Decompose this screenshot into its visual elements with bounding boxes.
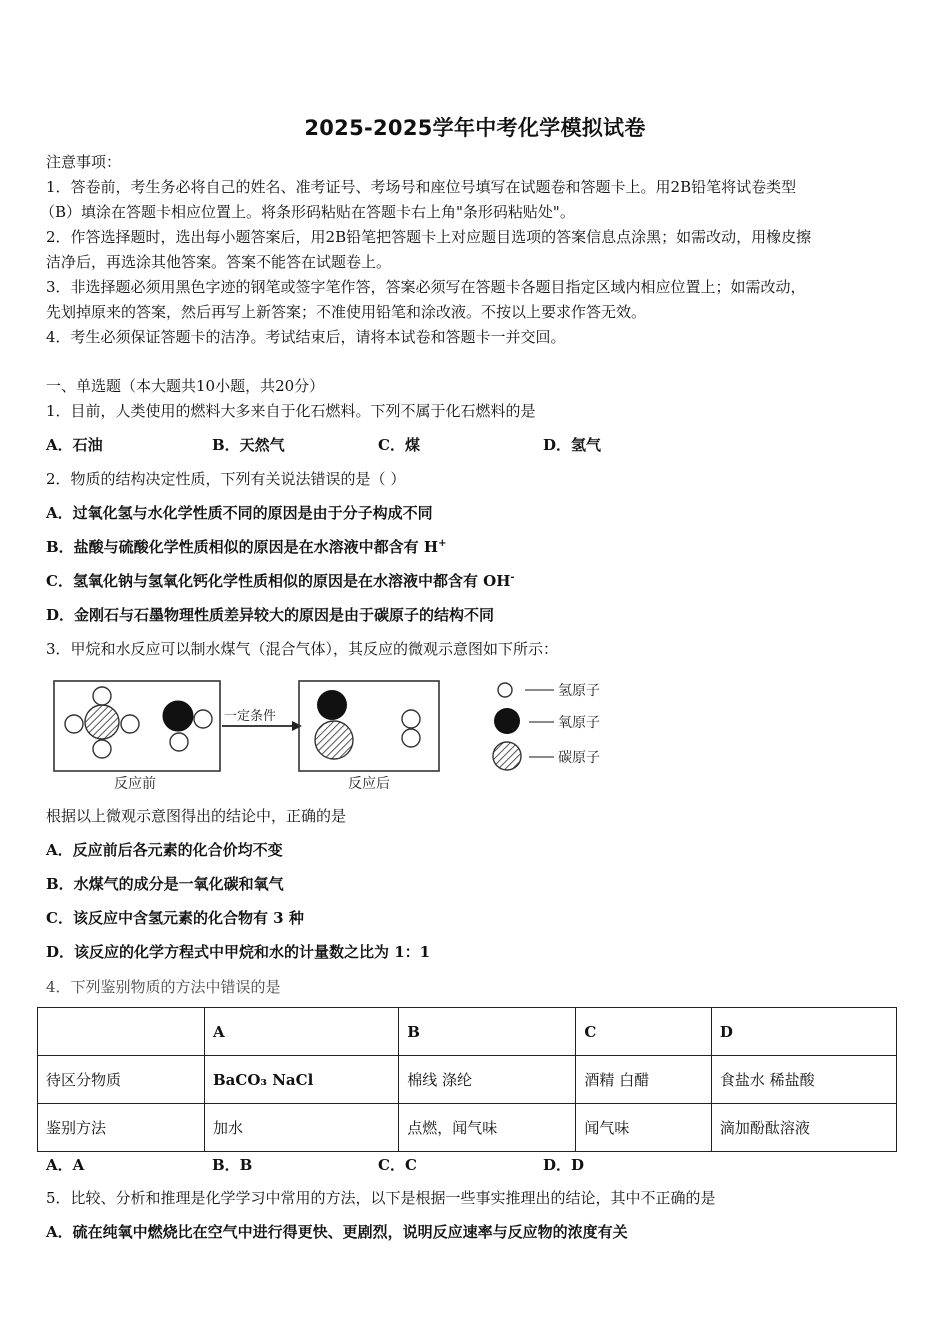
table-row: [38, 1056, 897, 1104]
row-label: 鉴别方法: [38, 1104, 205, 1152]
notice-heading: 注意事项：: [46, 153, 122, 171]
question-3-stem: 3．甲烷和水反应可以制水煤气（混合气体），其反应的微观示意图如下所示：: [46, 640, 559, 658]
legend-oxygen: 氧原子: [558, 715, 600, 731]
table-header: C: [576, 1008, 711, 1056]
condition-label: 一定条件: [224, 709, 277, 724]
q4-option-a[interactable]: A．A: [46, 1156, 85, 1174]
q4-option-b[interactable]: B．B: [212, 1156, 253, 1174]
hydrogen-molecule: [402, 710, 420, 747]
table-header: D: [711, 1008, 896, 1056]
q3-option-c[interactable]: C．该反应中含氢元素的化合物有 3 种: [46, 909, 304, 927]
notice-line: 洁净后，再选涂其他答案。答案不能答在试题卷上。: [46, 253, 392, 271]
q2-option-b-text: B．盐酸与硫酸化学性质相似的原因是在水溶液中都含有 H: [46, 538, 439, 556]
row-label: 待区分物质: [38, 1056, 205, 1104]
table-row: [38, 1008, 897, 1056]
hydrogen-atom-icon: [498, 683, 512, 697]
table-cell: [38, 1008, 205, 1056]
question-5-stem: 5．比较、分析和推理是化学学习中常用的方法，以下是根据一些事实推理出的结论，其中不正确的是: [46, 1189, 716, 1207]
question-2-stem: 2．物质的结构决定性质，下列有关说法错误的是（ ）: [46, 470, 406, 488]
q5-option-a[interactable]: A．硫在纯氧中燃烧比在空气中进行得更快、更剧烈，说明反应速率与反应物的浓度有关: [46, 1223, 628, 1241]
notice-line: 1．答卷前，考生务必将自己的姓名、准考证号、考场号和座位号填写在试题卷和答题卡上。用2B铅笔将试卷类型: [46, 178, 797, 196]
hydrogen-ion-charge: +: [438, 538, 447, 549]
table-header: A: [205, 1008, 399, 1056]
q1-option-d[interactable]: D．氢气: [543, 436, 602, 454]
q1-option-c[interactable]: C．煤: [378, 436, 420, 454]
water-molecule: [163, 701, 212, 751]
notice-line: 2．作答选择题时，选出每小题答案后，用2B铅笔把答题卡上对应题目选项的答案信息点涂黑；如需改动，用橡皮擦: [46, 228, 812, 246]
table-cell: 滴加酚酞溶液: [711, 1104, 896, 1152]
q3-option-b[interactable]: B．水煤气的成分是一氧化碳和氧气: [46, 875, 284, 893]
table-cell: 加水: [205, 1104, 399, 1152]
q4-option-d[interactable]: D．D: [543, 1156, 585, 1174]
legend-carbon: 碳原子: [558, 750, 600, 766]
q3-option-d[interactable]: D．该反应的化学方程式中甲烷和水的计量数之比为 1：1: [46, 943, 431, 961]
q3-option-a[interactable]: A．反应前后各元素的化合价均不变: [46, 841, 283, 859]
carbon-monoxide-molecule: [315, 690, 353, 759]
q2-option-a[interactable]: A．过氧化氢与水化学性质不同的原因是由于分子构成不同: [46, 504, 433, 522]
arrow-head-icon: [292, 721, 302, 731]
notice-line: 4．考生必须保证答题卡的洁净。考试结束后，请将本试卷和答题卡一并交回。: [46, 328, 566, 346]
oxygen-atom-icon: [494, 708, 520, 734]
page-title: 2025-2025学年中考化学模拟试卷: [304, 116, 646, 140]
question-1-stem: 1．目前，人类使用的燃料大多来自于化石燃料。下列不属于化石燃料的是: [46, 402, 536, 420]
methane-molecule: [65, 687, 139, 758]
legend-hydrogen: 氢原子: [558, 683, 600, 699]
after-label: 反应后: [348, 776, 390, 792]
q2-option-c[interactable]: [46, 571, 515, 591]
hydroxide-ion-charge: -: [510, 572, 515, 583]
q2-option-d[interactable]: D．金刚石与石墨物理性质差异较大的原因是由于碳原子的结构不同: [46, 606, 495, 624]
before-label: 反应前: [114, 776, 156, 792]
question-4-stem: 4．下列鉴别物质的方法中错误的是: [46, 978, 281, 996]
diagram-legend: [493, 683, 600, 770]
q1-option-b[interactable]: B．天然气: [212, 436, 285, 454]
q2-option-c-text: C．氢氧化钠与氢氧化钙化学性质相似的原因是在水溶液中都含有 OH: [46, 572, 511, 590]
q3-lead: 根据以上微观示意图得出的结论中，正确的是: [46, 807, 347, 825]
carbon-atom-icon: [493, 742, 521, 770]
reaction-diagram: [46, 676, 626, 801]
table-row: [38, 1104, 897, 1152]
table-cell: 酒精 白醋: [576, 1056, 711, 1104]
table-cell: 棉线 涤纶: [399, 1056, 576, 1104]
q4-table: [37, 1007, 897, 1152]
q4-option-c[interactable]: C．C: [378, 1156, 417, 1174]
table-header: B: [399, 1008, 576, 1056]
section-heading: 一、单选题（本大题共10小题，共20分）: [46, 377, 325, 395]
table-cell: 闻气味: [576, 1104, 711, 1152]
q2-option-b[interactable]: [46, 537, 446, 557]
table-cell: 点燃，闻气味: [399, 1104, 576, 1152]
notice-line: （B）填涂在答题卡相应位置上。将条形码粘贴在答题卡右上角"条形码粘贴处"。: [40, 203, 575, 221]
table-cell: 食盐水 稀盐酸: [711, 1056, 896, 1104]
notice-line: 先划掉原来的答案，然后再写上新答案；不准使用铅笔和涂改液。不按以上要求作答无效。: [46, 303, 647, 321]
notice-line: 3．非选择题必须用黑色字迹的钢笔或签字笔作答，答案必须写在答题卡各题目指定区域内相应位置上；如需改动，: [46, 278, 806, 296]
q1-option-a[interactable]: A．石油: [46, 436, 103, 454]
after-box: [299, 681, 439, 771]
table-cell: BaCO₃ NaCl: [205, 1056, 399, 1104]
